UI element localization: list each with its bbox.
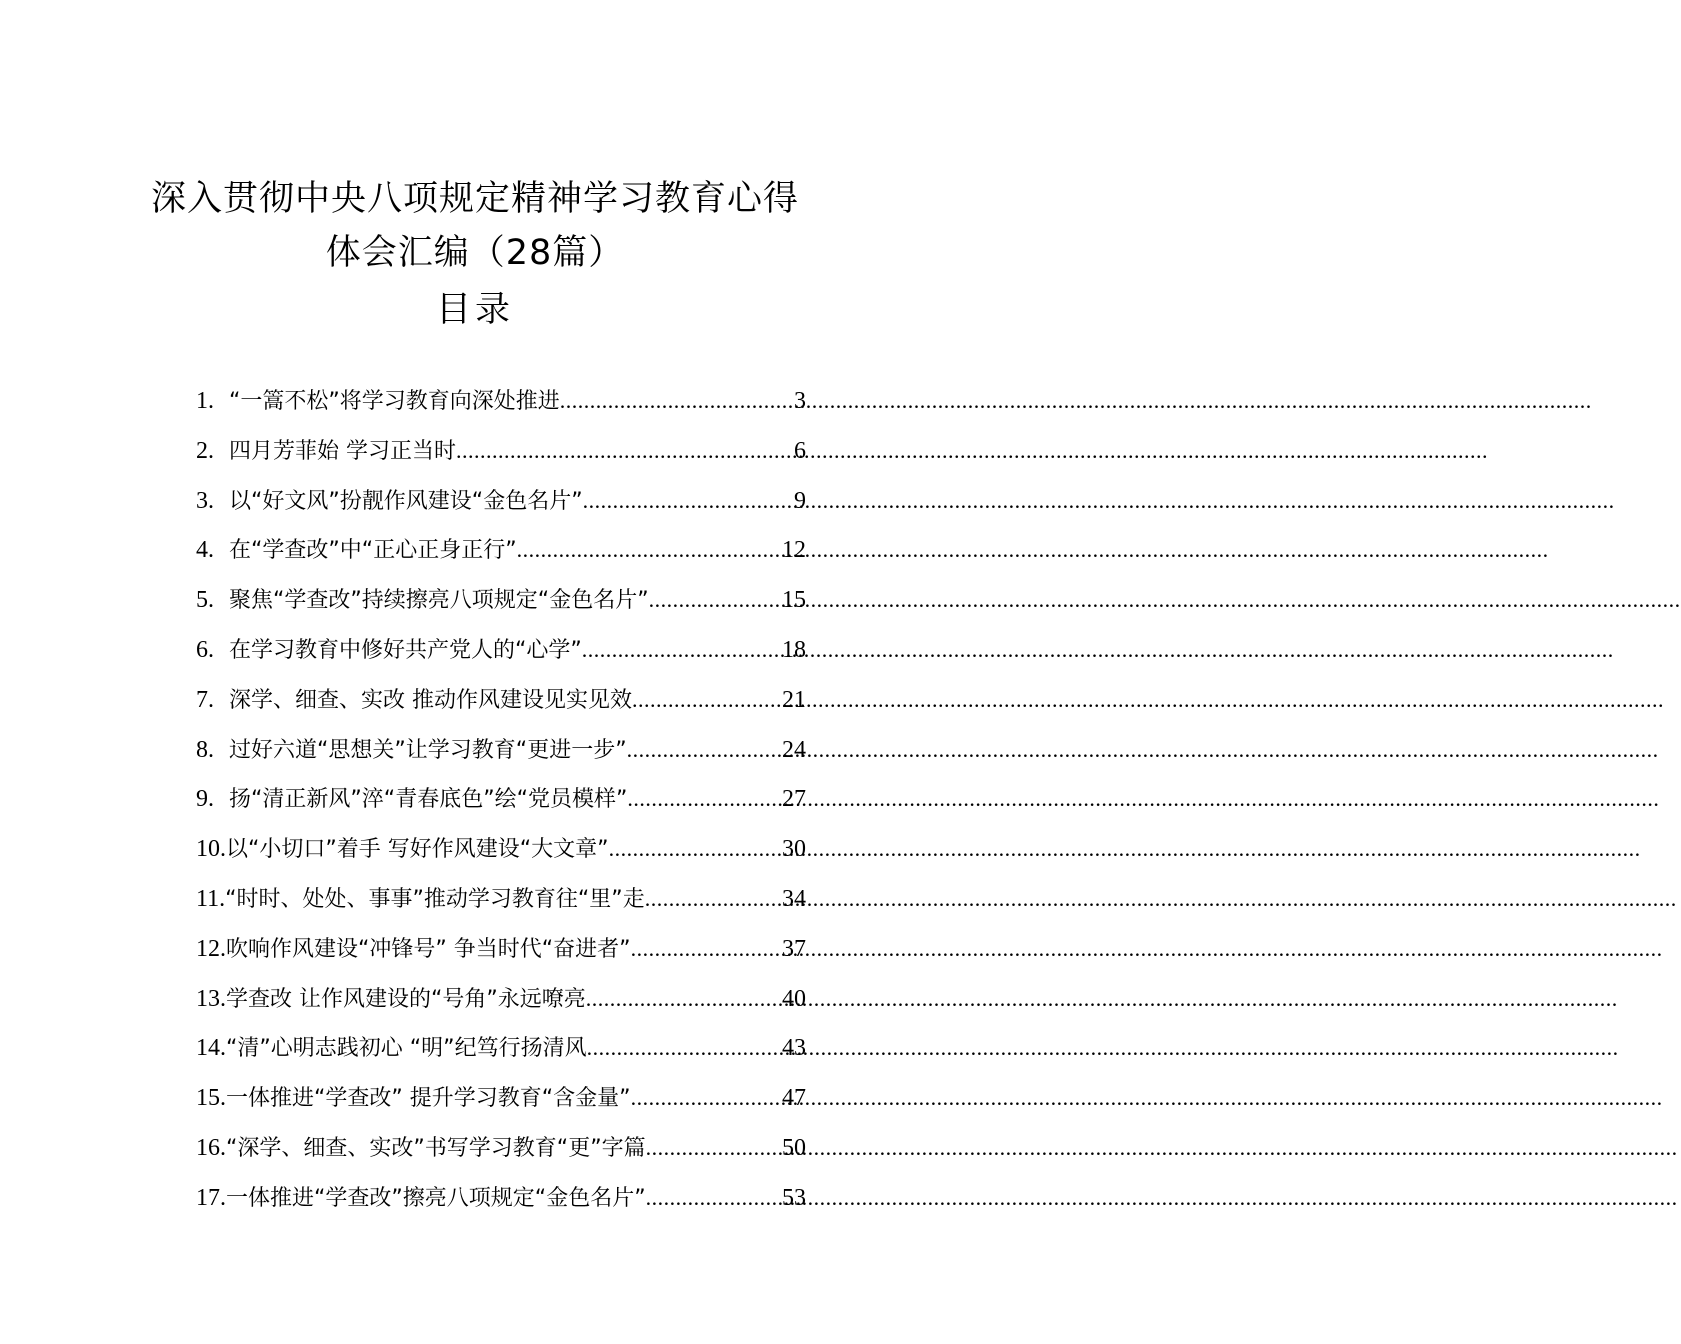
toc-entry-number: 9. (196, 786, 214, 813)
toc-leader-dots (609, 824, 782, 874)
toc-leader-dots (627, 725, 782, 775)
toc-leader-dots (456, 426, 794, 476)
toc-entry-title: 深学、细查、实改 推动作风建设见实见效 (229, 687, 632, 713)
toc-leader-dots (646, 1123, 782, 1173)
toc-entry-page: 9 (794, 487, 806, 514)
toc-entry-title: 四月芳菲始 学习正当时 (229, 438, 456, 464)
table-of-contents (196, 376, 806, 1223)
toc-entry-page: 18 (782, 636, 806, 663)
toc-entry-title: 聚焦“学查改”持续擦亮八项规定“金色名片” (229, 588, 649, 614)
toc-entry-page: 43 (782, 1035, 806, 1062)
toc-entry-title: 在“学查改”中“正心正身正行” (229, 538, 517, 564)
toc-entry-number: 1. (196, 388, 214, 414)
toc-entry-number: 10. (196, 836, 226, 863)
toc-entry[interactable] (196, 1023, 806, 1073)
toc-leader-dots (646, 1173, 782, 1223)
toc-entry-page: 37 (782, 935, 806, 962)
toc-leader-dots (587, 1023, 782, 1073)
toc-entry-number: 4. (196, 537, 214, 564)
toc-entry-title: 以“好文风”扮靓作风建设“金色名片” (229, 488, 583, 514)
toc-entry-page: 40 (782, 985, 806, 1012)
toc-leader-dots (645, 874, 782, 924)
toc-entry-page: 24 (782, 736, 806, 763)
toc-entry-title: 一体推进“学查改” 提升学习教育“含金量” (226, 1086, 631, 1112)
toc-entry-title: 扬“清正新风”淬“青春底色”绘“党员模样” (229, 787, 628, 813)
toc-leader-dots (586, 974, 782, 1024)
toc-entry-number: 7. (196, 686, 214, 713)
toc-entry-title: 过好六道“思想关”让学习教育“更进一步” (229, 737, 627, 763)
toc-entry-number: 5. (196, 587, 214, 614)
toc-entry-title: “时时、处处、事事”推动学习教育往“里”走 (225, 886, 645, 912)
toc-entry[interactable] (196, 824, 806, 874)
toc-entry-page: 12 (782, 537, 806, 564)
toc-entry-title: 一体推进“学查改”擦亮八项规定“金色名片” (226, 1185, 646, 1211)
toc-entry[interactable] (196, 1073, 806, 1123)
toc-entry[interactable] (196, 974, 806, 1024)
toc-leader-dots (632, 675, 782, 725)
toc-entry-page: 53 (782, 1184, 806, 1211)
toc-entry-page: 6 (794, 437, 806, 464)
toc-entry[interactable] (196, 924, 806, 974)
toc-entry-number: 16. (196, 1134, 226, 1161)
toc-entry-page: 3 (794, 388, 806, 414)
toc-leader-dots (560, 376, 794, 426)
toc-entry-title: “一篙不松”将学习教育向深处推进 (229, 389, 560, 414)
toc-entry-page: 30 (782, 836, 806, 863)
toc-entry[interactable] (196, 476, 806, 526)
toc-leader-dots (627, 774, 782, 824)
document-title-block (0, 172, 950, 340)
toc-entry-number: 11. (196, 885, 226, 912)
toc-entry-number: 12. (196, 935, 226, 962)
toc-entry[interactable] (196, 1123, 806, 1173)
toc-entry-title: “深学、细查、实改”书写学习教育“更”字篇 (226, 1135, 646, 1161)
toc-entry-page: 47 (782, 1085, 806, 1112)
toc-entry[interactable] (196, 426, 806, 476)
toc-heading: 目录 (435, 290, 514, 330)
toc-entry[interactable] (196, 725, 806, 775)
toc-entry[interactable] (196, 675, 806, 725)
toc-entry[interactable] (196, 525, 806, 575)
toc-entry-number: 17. (196, 1184, 226, 1211)
toc-leader-dots (517, 525, 782, 575)
toc-entry-page: 27 (782, 786, 806, 813)
toc-entry-number: 3. (196, 487, 214, 514)
toc-entry[interactable] (196, 1173, 806, 1223)
toc-entry-page: 21 (782, 686, 806, 713)
toc-entry[interactable] (196, 376, 806, 426)
toc-entry-page: 50 (782, 1134, 806, 1161)
toc-entry[interactable] (196, 625, 806, 675)
toc-leader-dots (631, 1073, 782, 1123)
toc-entry-title: 吹响作风建设“冲锋号” 争当时代“奋进者” (226, 936, 631, 962)
toc-entry-number: 8. (196, 736, 214, 763)
toc-entry-number: 2. (196, 437, 214, 464)
toc-entry-title: “清”心明志践初心 “明”纪笃行扬清风 (226, 1036, 587, 1062)
toc-entry-number: 15. (196, 1085, 226, 1112)
toc-entry-title: 以“小切口”着手 写好作风建设“大文章” (226, 837, 609, 863)
toc-entry[interactable] (196, 575, 806, 625)
toc-leader-dots (582, 625, 782, 675)
toc-entry[interactable] (196, 774, 806, 824)
toc-leader-dots (583, 476, 794, 526)
toc-entry-number: 14. (196, 1035, 226, 1062)
document-title-line-1: 深入贯彻中央八项规定精神学习教育心得 (150, 179, 799, 219)
toc-entry-title: 在学习教育中修好共产党人的“心学” (229, 637, 582, 663)
document-title-line-2: 体会汇编（28篇） (325, 233, 625, 273)
toc-entry[interactable] (196, 874, 806, 924)
toc-leader-dots (649, 575, 782, 625)
toc-entry-number: 6. (196, 636, 214, 663)
toc-entry-title: 学查改 让作风建设的“号角”永远嘹亮 (226, 986, 586, 1012)
toc-entry-page: 15 (782, 587, 806, 614)
toc-entry-page: 34 (782, 885, 806, 912)
toc-leader-dots (631, 924, 782, 974)
toc-entry-number: 13. (196, 985, 226, 1012)
